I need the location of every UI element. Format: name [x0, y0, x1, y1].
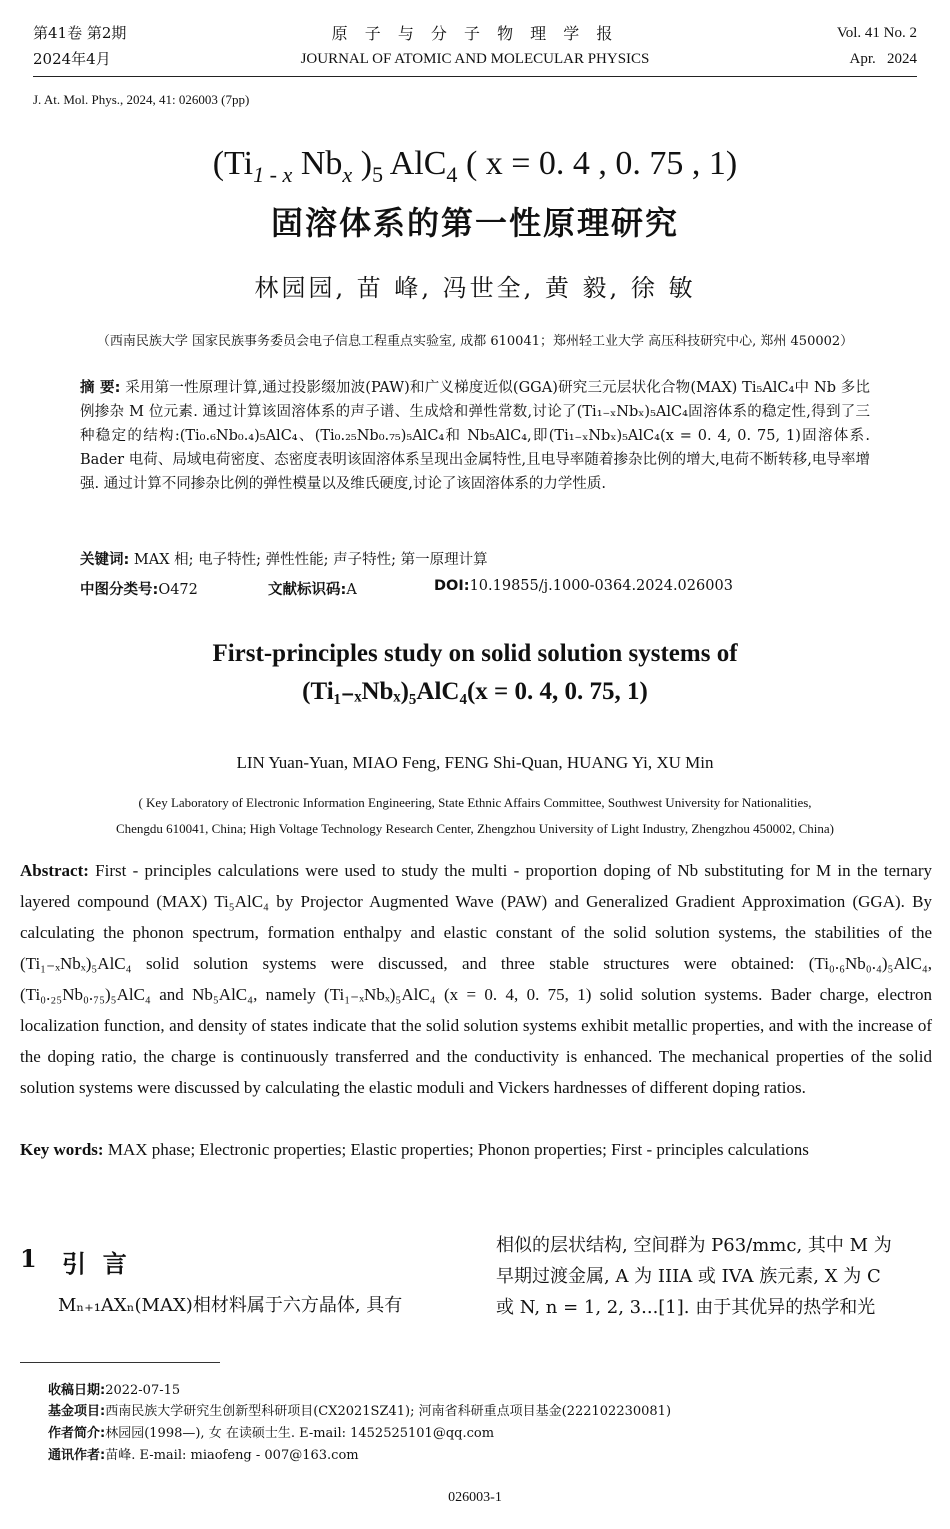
doi: DOI:10.19855/j.1000-0364.2024.026003: [434, 578, 733, 594]
affiliation-cn: （西南民族大学 国家民族事务委员会电子信息工程重点实验室, 成都 610041；郑州轻工业大学 高压科技研究中心, 郑州 450002）: [96, 334, 854, 349]
intro-left-text: Mₙ₊₁AXₙ(MAX)相材料属于六方晶体, 具有: [58, 1295, 403, 1316]
authors-en: LIN Yuan-Yuan, MIAO Feng, FENG Shi-Quan, HUANG Yi, XU Min: [236, 753, 714, 772]
intro-right-line3: 或 N, n = 1, 2, 3...[1]. 由于其优异的热学和光: [496, 1297, 876, 1318]
abstract-en-text: First - principles calculations were used to study the multi - proportion doping of Nb substituting for M in the ternary layered compound (MAX) Ti₅AlC₄ by Projector Augmented Wave (PAW) and Generalized Gradient Approximation (GGA). By calculating the phonon spectrum, formation enthalpy and elastic constant of the solid solution systems, the stabilities of the (Ti₁₋ₓNbₓ)₅AlC₄ solid solution systems were discussed, and three stable structures were obtained: (Ti₀.₆Nb₀.₄)₅AlC₄, (Ti₀.₂₅Nb₀.₇₅)₅AlC₄ and Nb₅AlC₄, namely (Ti₁₋ₓNbₓ)₅AlC₄ (x = 0. 4, 0. 75, 1) solid solution systems. Bader charge, electron localization function, and density of states indicate that the solid solution systems exhibit metallic properties, and with the increase of the doping ratio, the charge is continuously transferred and the conductivity is enhanced. The mechanical properties of the solid solution systems were discussed by calculating the elastic moduli and Vickers hardnesses of different doping ratios.: [20, 861, 933, 1097]
abstract-en-label: Abstract:: [20, 861, 89, 880]
section-number: 1: [20, 1244, 37, 1273]
title-en: First-principles study on solid solution systems of: [212, 640, 738, 667]
abstract-cn-label: 摘 要:: [80, 380, 121, 396]
footnote-divider: [20, 1362, 220, 1363]
footnote-received: 收稿日期:2022-07-15: [48, 1383, 181, 1398]
page-number: 026003-1: [448, 1490, 502, 1505]
footnote-author: 作者简介:林园园(1998—), 女 在读硕士生. E-mail: 1452525101@qq.com: [48, 1426, 495, 1441]
title-cn-formula: ($Ti_{1 - x}$ $Nb_x$ )$_5$ AlC$_4$ ( x = 0. 4 , 0. 75 , 1): [212, 145, 738, 187]
intro-right-line2: 早期过渡金属, A 为 IIIA 或 IVA 族元素, X 为 C: [496, 1266, 881, 1287]
header-journal-cn: 原 子 与 分 子 物 理 学 报: [331, 24, 619, 43]
header-date-en: Apr. 2024: [849, 51, 917, 67]
header-journal-en: JOURNAL OF ATOMIC AND MOLECULAR PHYSICS: [300, 51, 650, 67]
header-date-cn: 2024年4月: [33, 50, 111, 68]
doi-link[interactable]: 10.19855/j.1000-0364.2024.026003: [469, 578, 733, 594]
citation: J. At. Mol. Phys., 2024, 41: 026003 (7pp): [33, 92, 250, 107]
section-title: 引 言: [62, 1250, 127, 1278]
authors-cn: 林园园, 苗 峰, 冯世全, 黄 毅, 徐 敏: [254, 274, 696, 302]
header-divider: [33, 76, 917, 77]
classification-line: 中图分类号:O472: [80, 582, 198, 598]
clc-number: O472: [158, 582, 198, 598]
document-code: 文献标识码:A: [268, 582, 357, 598]
header-volume-cn: 第41卷 第2期: [33, 24, 127, 42]
header-volume-en: Vol. 41 No. 2: [836, 25, 917, 41]
keywords-en: Key words: MAX phase; Electronic properties; Elastic properties; Phonon properties; First - principles calculations: [20, 1140, 809, 1159]
title-cn: 固溶体系的第一性原理研究: [270, 204, 679, 242]
footnote-fund: 基金项目:西南民族大学研究生创新型科研项目(CX2021SZ41); 河南省科研重点项目基金(222102230081): [48, 1404, 672, 1419]
title-en-formula: (Ti₁₋ₓNbₓ)₅AlC₄(x = 0. 4, 0. 75, 1): [302, 678, 648, 705]
abstract-cn-text: 采用第一性原理计算,通过投影缀加波(PAW)和广义梯度近似(GGA)研究三元层状化合物(MAX) Ti₅AlC₄中 Nb 多比例掺杂 M 位元素. 通过计算该固溶体系的声子谱、生成焓和弹性常数,讨论了(Ti₁₋ₓNbₓ)₅AlC₄固溶体系的稳定性,得到了三种稳定的结构:(Ti₀.₆Nb₀.₄)₅AlC₄、(Ti₀.₂₅Nb₀.₇₅)₅AlC₄和 Nb₅AlC₄,即(Ti₁₋ₓNbₓ)₅AlC₄(x = 0. 4, 0. 75, 1)固溶体系. Bader 电荷、局域电荷密度、态密度表明该固溶体系呈现出金属特性,且电导率随着掺杂比例的增大,电荷不断转移,电导率增强. 通过计算不同掺杂比例的弹性模量以及维氏硬度,讨论了该固溶体系的力学性质.: [80, 380, 870, 492]
abstract-en: [20, 855, 932, 1103]
intro-right-line1: 相似的层状结构, 空间群为 P63/mmc, 其中 M 为: [496, 1235, 892, 1256]
keywords-cn: 关键词: MAX 相; 电子特性; 弹性性能; 声子特性; 第一原理计算: [80, 552, 488, 568]
abstract-cn: [80, 376, 870, 496]
affiliation-en-line2: Chengdu 610041, China; High Voltage Technology Research Center, Zhengzhou University of Light Industry, Zhengzhou 450002, China): [115, 821, 835, 836]
footnote-corresponding: 通讯作者:苗峰. E-mail: miaofeng - 007@163.com: [48, 1448, 359, 1463]
affiliation-en-line1: ( Key Laboratory of Electronic Information Engineering, State Ethnic Affairs Committee, Southwest University for Nationalities,: [138, 795, 812, 810]
